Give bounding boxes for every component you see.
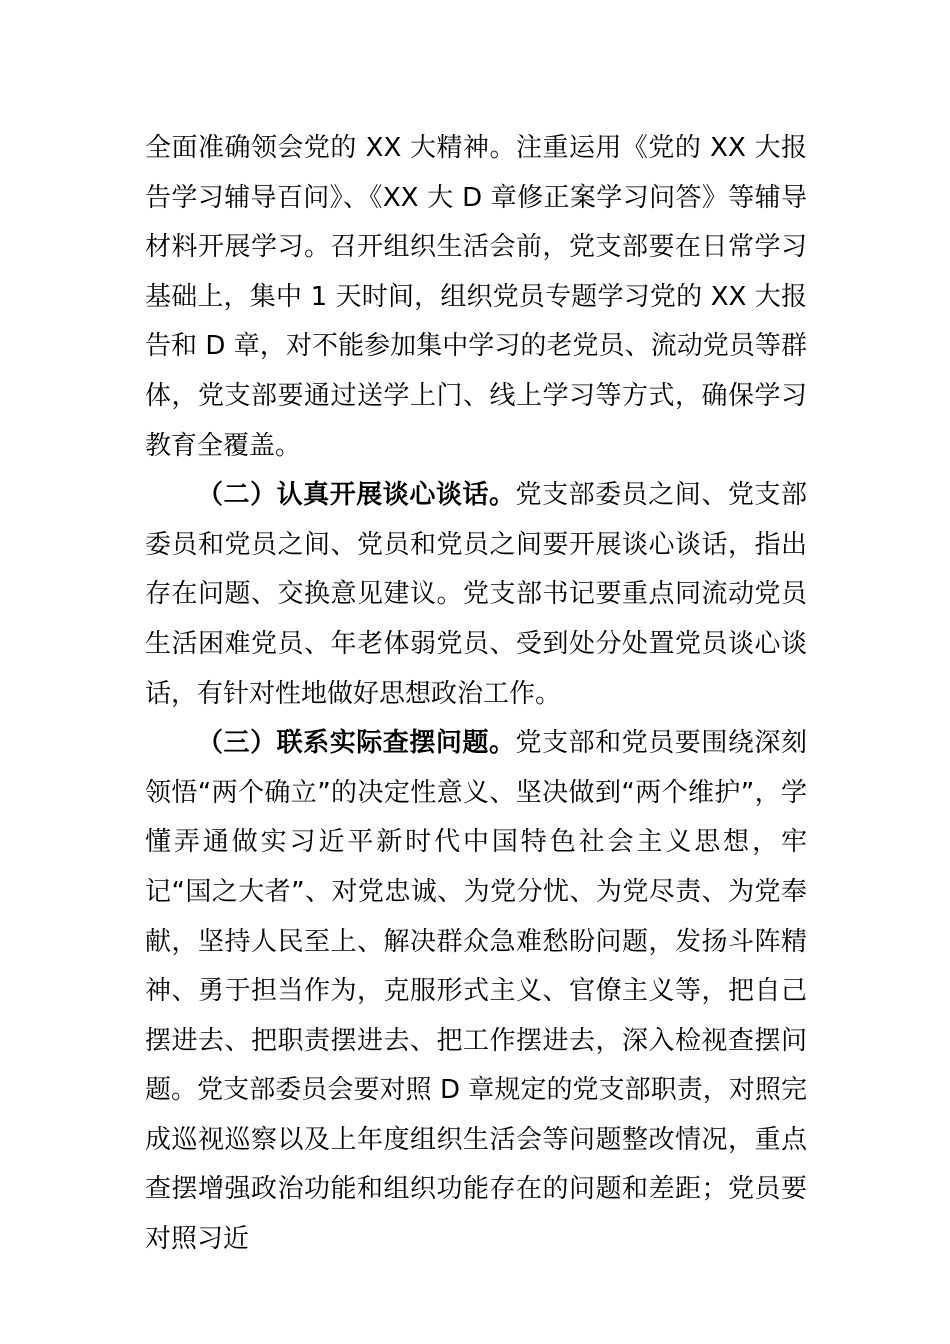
document-body <box>145 124 807 1265</box>
paragraph-identify-problems <box>145 719 807 1265</box>
paragraph-text: 全面准确领会党的 XX 大精神。注重运用《党的 XX 大报告学习辅导百问》、《XX 大 D 章修正案学习问答》等辅导材料开展学习。召开组织生活会前，党支部要在日常学习基础上，集中 1 天时间，组织党员专题学习党的 XX 大报告和 D 章，对不能参加集中学习的老党员、流动党员等群体，党支部要通过送学上门、线上学习等方式，确保学习教育全覆盖。 <box>145 133 807 461</box>
paragraph-study-coverage <box>145 124 807 471</box>
paragraph-heart-to-heart-talks <box>145 471 807 719</box>
paragraph-text: 党支部和党员要围绕深刻领悟“两个确立”的决定性意义、坚决做到“两个维护”，学懂弄通做实习近平新时代中国特色社会主义思想，牢记“国之大者”、对党忠诚、为党分忧、为党尽责、为党奉献，坚持人民至上、解决群众急难愁盼问题，发扬斗阵精神、勇于担当作为，克服形式主义、官僚主义等，把自己摆进去、把职责摆进去、把工作摆进去，深入检视查摆问题。党支部委员会要对照 D 章规定的党支部职责，对照完成巡视巡察以及上年度组织生活会等问题整改情况，重点查摆增强政治功能和组织功能存在的问题和差距；党员要对照习近 <box>145 728 807 1255</box>
section-heading: （三）联系实际查摆问题。 <box>197 728 516 759</box>
section-heading: （二）认真开展谈心谈话。 <box>197 480 516 511</box>
paragraph-text: 党支部委员之间、党支部委员和党员之间、党员和党员之间要开展谈心谈话，指出存在问题、交换意见建议。党支部书记要重点同流动党员生活困难党员、年老体弱党员、受到处分处置党员谈心谈话，有针对性地做好思想政治工作。 <box>145 480 807 709</box>
